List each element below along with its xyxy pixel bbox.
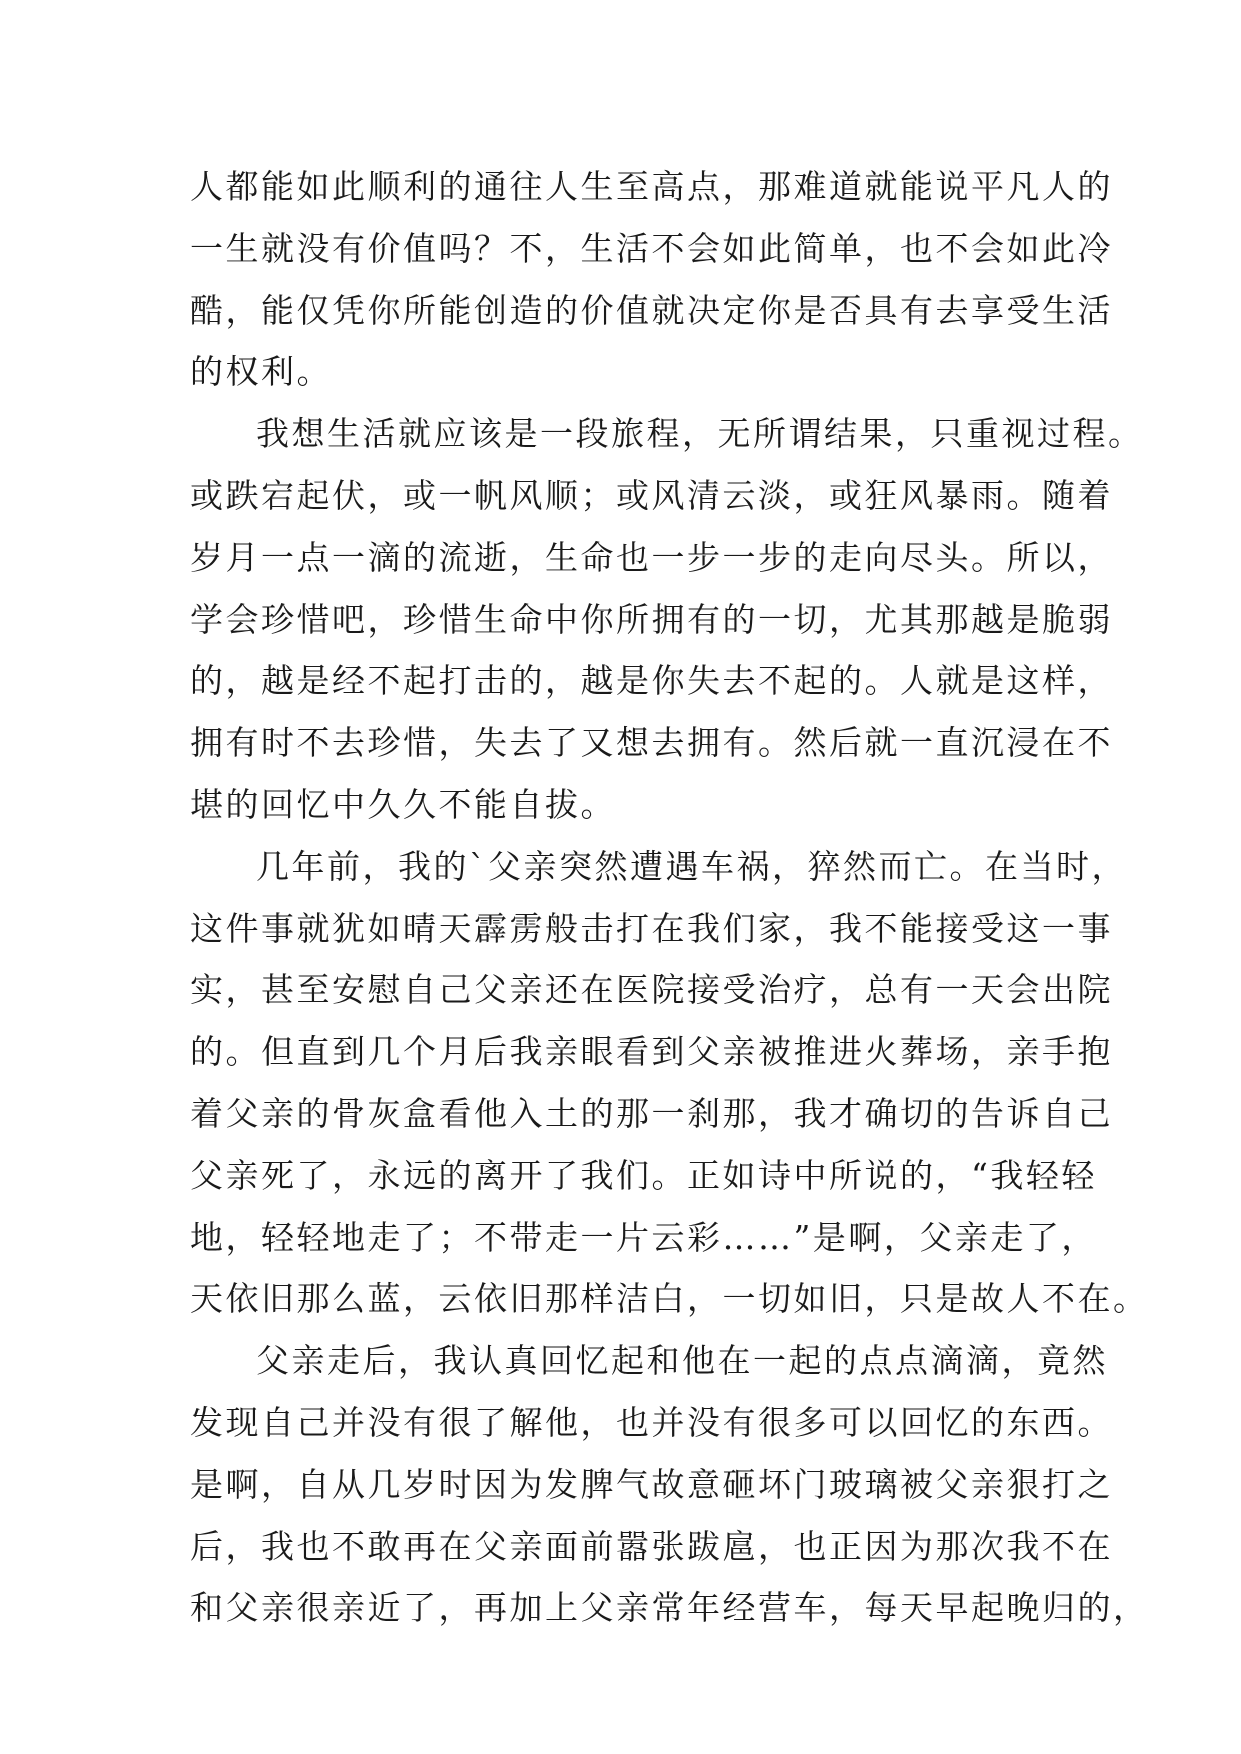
- text-line: 堪的回忆中久久不能自拔。: [190, 784, 616, 824]
- paragraph-first-line: 我想生活就应该是一段旅程，无所谓结果，只重视过程。: [256, 414, 1144, 454]
- text-line: 是啊，自从几岁时因为发脾气故意砸坏门玻璃被父亲狠打之: [190, 1464, 1113, 1504]
- text-line: 着父亲的骨灰盒看他入土的那一刹那，我才确切的告诉自己: [190, 1093, 1113, 1133]
- text-line: 人都能如此顺利的通往人生至高点，那难道就能说平凡人的: [190, 167, 1113, 206]
- paragraph-first-line: 几年前，我的`父亲突然遭遇车祸，猝然而亡。在当时，: [256, 846, 1127, 886]
- text-line: 天依旧那么蓝，云依旧那样洁白，一切如旧，只是故人不在。: [190, 1279, 1149, 1319]
- text-line: 和父亲很亲近了，再加上父亲常年经营车，每天早起晚归的，: [190, 1588, 1149, 1628]
- text-line: 发现自己并没有很了解他，也并没有很多可以回忆的东西。: [190, 1402, 1113, 1442]
- text-line: 的，越是经不起打击的，越是你失去不起的。人就是这样，: [190, 661, 1113, 701]
- text-line: 岁月一点一滴的流逝，生命也一步一步的走向尽头。所以，: [190, 537, 1113, 577]
- text-line: 酷，能仅凭你所能创造的价值就决定你是否具有去享受生活: [190, 290, 1113, 330]
- paragraph-first-line: 父亲走后，我认真回忆起和他在一起的点点滴滴，竟然: [256, 1341, 1108, 1381]
- text-line: 或跌宕起伏，或一帆风顺；或风清云淡，或狂风暴雨。随着: [190, 475, 1113, 515]
- text-line: 的权利。: [190, 352, 332, 392]
- text-line: 学会珍惜吧，珍惜生命中你所拥有的一切，尤其那越是脆弱: [190, 599, 1113, 639]
- body-text: [190, 156, 1149, 1639]
- text-line: 后，我也不敢再在父亲面前嚣张跋扈，也正因为那次我不在: [190, 1526, 1113, 1566]
- text-line: 拥有时不去珍惜，失去了又想去拥有。然后就一直沉浸在不: [190, 723, 1113, 763]
- text-line: 的。但直到几个月后我亲眼看到父亲被推进火葬场，亲手抱: [190, 1032, 1113, 1072]
- text-line: 这件事就犹如晴天霹雳般击打在我们家，我不能接受这一事: [190, 908, 1113, 948]
- text-line: 父亲死了，永远的离开了我们。正如诗中所说的，“我轻轻: [190, 1155, 1097, 1195]
- text-line: 一生就没有价值吗？不，生活不会如此简单，也不会如此冷: [190, 228, 1113, 268]
- text-line: 实，甚至安慰自己父亲还在医院接受治疗，总有一天会出院: [190, 970, 1113, 1010]
- text-line: 地，轻轻地走了；不带走一片云彩……”是啊，父亲走了，: [190, 1217, 1097, 1257]
